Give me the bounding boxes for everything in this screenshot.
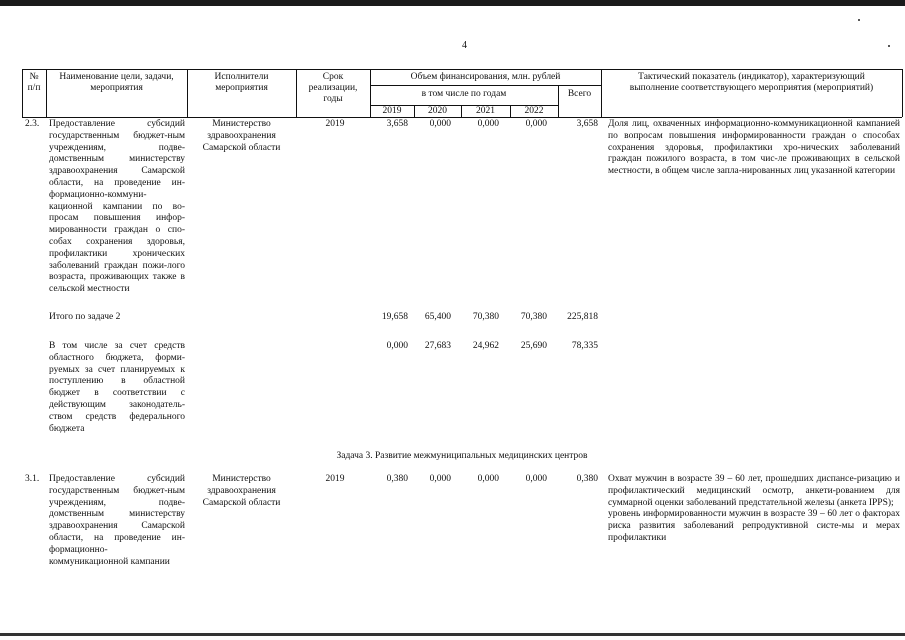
header-num: № п/п [27,72,41,93]
row-2-3-num: 2.3. [25,119,40,129]
header-year-2020: 2020 [428,106,447,116]
row-3-1-name: Предоставление субсидий государственным бюджет-ным учреждениям, подве-домственным министерству здравоохранения Самарской области, на проведение ин-формационно-коммуникационной кампании [49,474,185,567]
total-task2-2020: 65,400 [424,312,451,322]
row-2-3-total: 3,658 [576,119,598,129]
incl-regional-label: В том числе за счет средств областного бюджета, форми-руемых за счет планируемых к поступлению в областной бюджет в соответствии с действующим законодатель-ством средств федерального бюджета [49,341,185,434]
scan-speck [858,19,860,21]
scan-speck [888,45,890,47]
header-name: Наименование цели, задачи, мероприятия [59,72,174,93]
funding-sub-line [370,85,601,86]
scan-top-border [0,0,905,6]
header-total: Всего [567,89,592,99]
row-3-1-num: 3.1. [25,474,40,484]
row-3-1-indicator: Охват мужчин в возрасте 39 – 60 лет, прошедших диспансе-ризацию и профилактический медицинский осмотр, анкети-рованием для суммарной оценки заболеваний предстательной железы (анкета IPPS); уровень информированности мужчин в возрасте 39 – 60 лет о факторах риска развития заболеваний репродуктивной систе-мы и мерах профилактики [608,474,900,543]
row-3-1-total: 0,380 [576,474,598,484]
row-2-3-2022: 0,000 [525,119,547,129]
row-2-3-2020: 0,000 [429,119,451,129]
col-line [902,69,903,117]
total-task2-2022: 70,380 [520,312,547,322]
incl-regional-2022: 25,690 [520,341,547,351]
row-3-1-2020: 0,000 [429,474,451,484]
page-number: 4 [462,40,467,51]
row-2-3-term: 2019 [325,119,345,129]
header-by-years: в том числе по годам [421,89,507,99]
row-2-3-executor: Министерство здравоохранения Самарской области [202,119,281,153]
header-executors: Исполнители мероприятия [214,72,269,93]
row-3-1-executor: Министерство здравоохранения Самарской области [202,474,281,508]
row-2-3-2019: 3,658 [386,119,408,129]
row-2-3-2021: 0,000 [477,119,499,129]
row-2-3-indicator: Доля лиц, охваченных информационно-коммуникационной кампанией по вопросам повышения информированности граждан о способах сохранения здоровья, профилактики хро-нических заболеваний граждан пожилого возраста, в том чис-ле проживающих в сельской местности, в общем числе запла-нированных лиц указанной категории [608,119,900,177]
total-task2-2019: 19,658 [381,312,408,322]
row-3-1-2021: 0,000 [477,474,499,484]
scan-bottom-border [0,633,905,636]
header-term: Срок реализации, годы [308,72,358,104]
total-task2-label: Итого по задаче 2 [49,312,121,322]
incl-regional-total: 78,335 [571,341,598,351]
task3-title: Задача 3. Развитие межмуниципальных медицинских центров [336,451,588,461]
row-2-3-name: Предоставление субсидий государственным бюджет-ным учреждениям, подве-домственным министерству здравоохранения Самарской области, на проведение ин-формационно-коммуни-кационной кампании по во-просам повышения инфор-мированности граждан о спо-собах сохранения здоровья, профилактики хронических заболеваний граждан пожи-лого возраста, проживающих также в сельской местности [49,119,185,295]
incl-regional-2019: 0,000 [386,341,408,351]
incl-regional-2020: 27,683 [424,341,451,351]
table-top-line [22,69,902,70]
row-3-1-2022: 0,000 [525,474,547,484]
header-year-2022: 2022 [524,106,544,116]
header-indicator: Тактический показатель (индикатор), характеризующий выполнение соответствующего мероприятия (мероприятий) [629,72,874,93]
total-task2-2021: 70,380 [472,312,499,322]
header-year-2021: 2021 [476,106,495,116]
header-year-2019: 2019 [382,106,402,116]
incl-regional-2021: 24,962 [472,341,499,351]
row-3-1-2019: 0,380 [386,474,408,484]
header-funding: Объем финансирования, млн. рублей [410,72,561,82]
row-3-1-term: 2019 [325,474,345,484]
total-task2-total: 225,818 [567,312,598,322]
